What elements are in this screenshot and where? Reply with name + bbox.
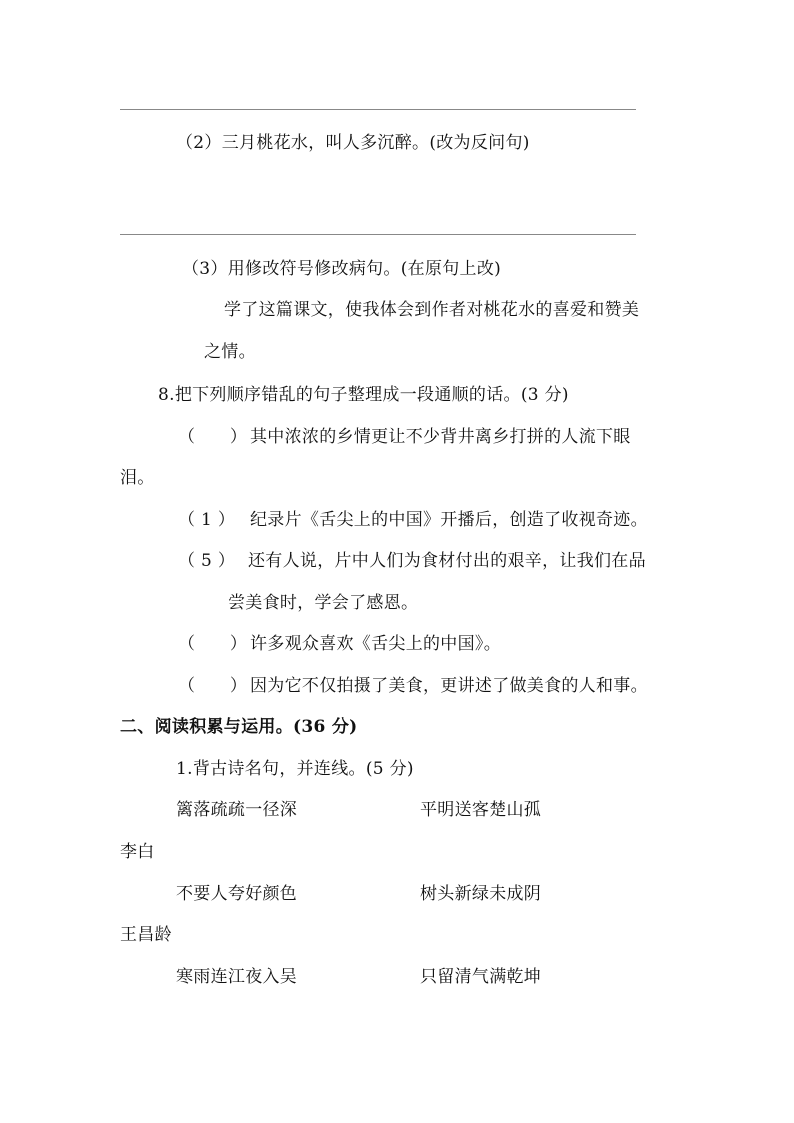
section-2-title: 二、阅读积累与运用。(36 分) [120, 717, 358, 737]
order-sentence: 还有人说，片中人们为食材付出的艰辛，让我们在品 [248, 551, 646, 571]
answer-line [120, 234, 636, 235]
order-bracket: （ 5 ） [178, 551, 236, 571]
poem-line-right: 平明送客楚山孤 [420, 800, 542, 820]
poet-name: 李白 [120, 842, 155, 862]
order-sentence-continued: 泪。 [120, 468, 155, 488]
order-sentence-continued: 尝美食时，学会了感恩。 [228, 593, 419, 613]
poet-name: 王昌龄 [120, 925, 172, 945]
order-bracket: （ 1 ） [178, 510, 236, 530]
order-sentence: 因为它不仅拍摄了美食，更讲述了做美食的人和事。 [250, 676, 648, 696]
poem-line-left: 不要人夸好颜色 [176, 884, 298, 904]
faulty-sentence-line2: 之情。 [204, 342, 256, 362]
order-bracket: （ ） [178, 676, 248, 696]
poem-line-right: 只留清气满乾坤 [420, 967, 542, 987]
order-bracket: （ ） [178, 427, 248, 447]
question-7-2: （2）三月桃花水，叫人多沉醉。(改为反问句) [176, 133, 530, 153]
order-bracket: （ ） [178, 634, 248, 654]
order-sentence: 其中浓浓的乡情更让不少背井离乡打拼的人流下眼 [250, 427, 631, 447]
question-7-3: （3）用修改符号修改病句。(在原句上改) [182, 259, 502, 279]
faulty-sentence-line1: 学了这篇课文，使我体会到作者对桃花水的喜爱和赞美 [224, 300, 640, 320]
poem-line-right: 树头新绿未成阴 [420, 884, 542, 904]
question-8-title: 8.把下列顺序错乱的句子整理成一段通顺的话。(3 分) [158, 385, 569, 405]
poem-line-left: 寒雨连江夜入吴 [176, 967, 298, 987]
order-sentence: 许多观众喜欢《舌尖上的中国》。 [250, 634, 501, 654]
answer-line [120, 109, 636, 110]
poem-line-left: 篱落疏疏一径深 [176, 800, 298, 820]
question-1-title: 1.背古诗名句，并连线。(5 分) [176, 759, 414, 779]
order-sentence: 纪录片《舌尖上的中国》开播后，创造了收视奇迹。 [250, 510, 648, 530]
